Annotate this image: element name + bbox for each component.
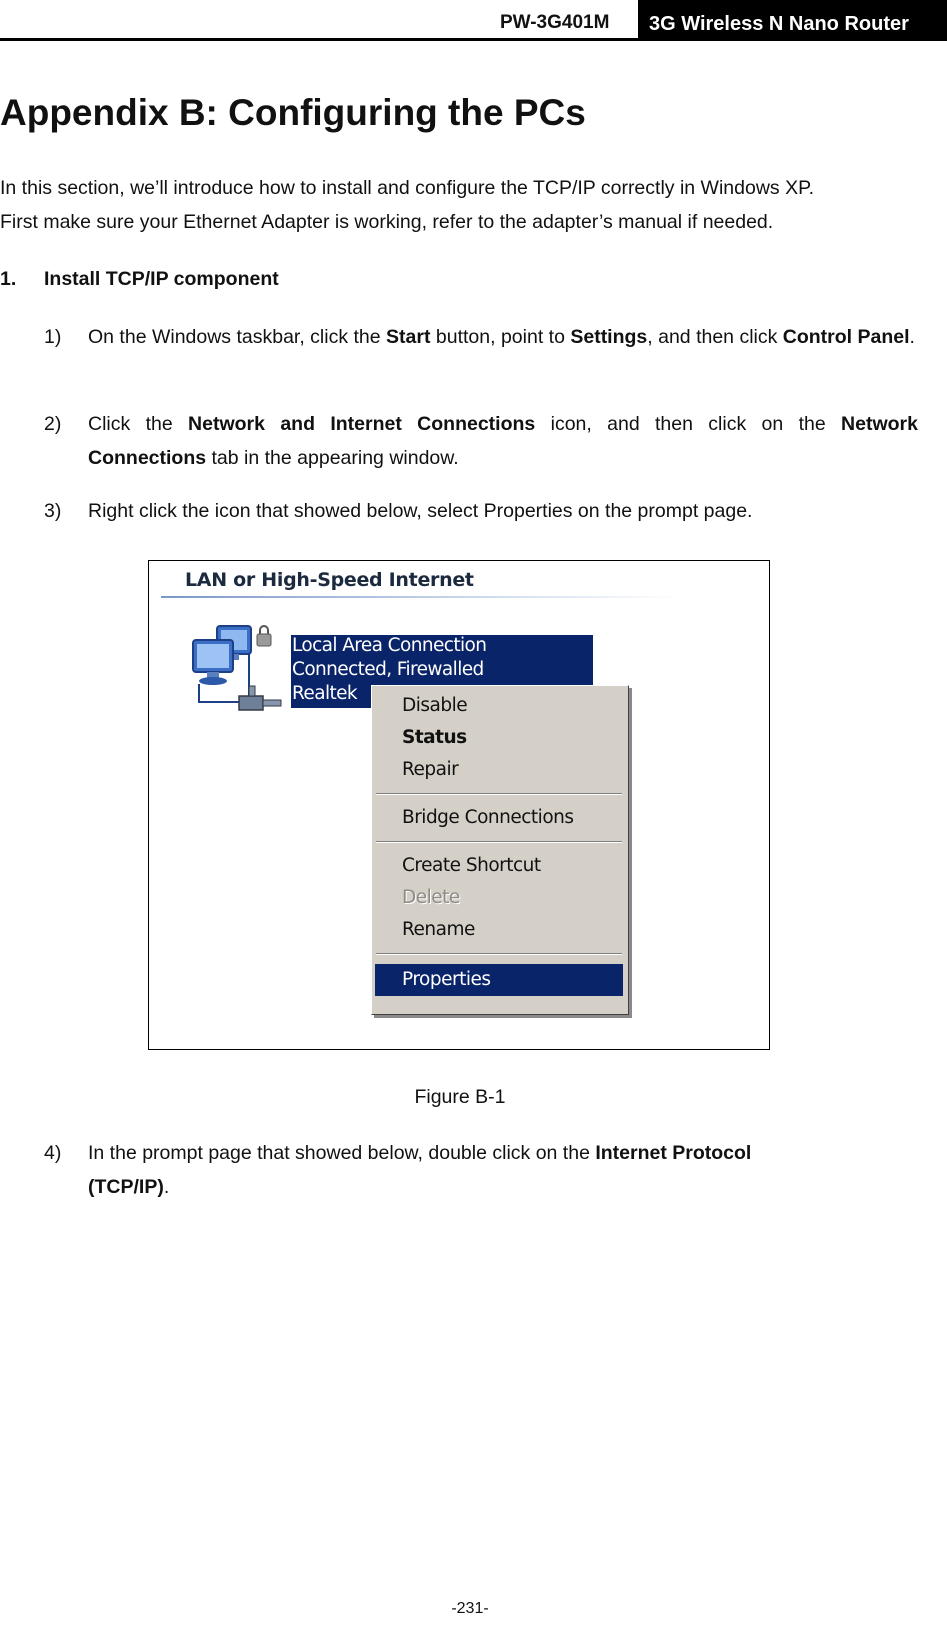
menu-item-disable[interactable]: Disable: [402, 695, 468, 716]
page-header: [0, 0, 947, 42]
section-number: 1.: [0, 268, 17, 290]
menu-separator: [376, 793, 622, 795]
network-connection-icon: [187, 624, 285, 716]
step-2: [44, 407, 918, 475]
intro-line-2: First make sure your Ethernet Adapter is working, refer to the adapter’s manual if needed.: [0, 211, 774, 233]
internet-protocol-term: Internet Protocol (TCP/IP): [88, 1142, 752, 1198]
section-heading: [0, 268, 279, 291]
header-rule: [0, 38, 947, 41]
menu-item-repair[interactable]: Repair: [402, 759, 459, 780]
page-title: Appendix B: Configuring the PCs: [0, 92, 586, 133]
context-menu: [371, 685, 629, 1015]
connection-device: Realtek: [292, 683, 358, 704]
menu-separator: [376, 953, 622, 955]
figure-group-rule: [161, 596, 681, 598]
step-3: [44, 494, 918, 528]
step-text: Click the Network and Internet Connections icon, and then click on the Network Connections tab in the appearing window.: [88, 413, 918, 469]
menu-item-delete: Delete: [402, 887, 460, 908]
figure-caption: Figure B-1: [414, 1086, 506, 1108]
connection-status: Connected, Firewalled: [292, 659, 484, 680]
intro-line-1: In this section, we’ll introduce how to install and configure the TCP/IP correctly in Windows XP.: [0, 177, 814, 199]
page-number: -231-: [451, 1600, 489, 1617]
menu-item-create-shortcut[interactable]: Create Shortcut: [402, 855, 541, 876]
figure-group-title: LAN or High-Speed Internet: [185, 569, 474, 591]
menu-item-bridge-connections[interactable]: Bridge Connections: [402, 807, 574, 828]
step-1: [44, 320, 918, 354]
step-number: 1): [44, 326, 62, 348]
figure-network-connections: [148, 560, 770, 1050]
start-term: Start: [386, 326, 431, 348]
menu-item-status[interactable]: Status: [402, 727, 467, 748]
menu-item-properties[interactable]: Properties: [375, 964, 623, 996]
section-title: Install TCP/IP component: [44, 268, 279, 290]
network-internet-term: Network and Internet Connections: [188, 413, 536, 435]
menu-item-rename[interactable]: Rename: [402, 919, 475, 940]
step-text: On the Windows taskbar, click the Start button, point to Settings, and then click Control Panel.: [88, 326, 915, 348]
step-number: 2): [44, 413, 62, 435]
settings-term: Settings: [570, 326, 648, 348]
control-panel-term: Control Panel: [782, 326, 910, 348]
network-connections-term: Network Connections: [88, 413, 918, 469]
menu-separator: [376, 841, 622, 843]
step-4: [44, 1136, 918, 1204]
step-text: Right click the icon that showed below, select Properties on the prompt page.: [88, 500, 753, 522]
connection-name: Local Area Connection: [292, 635, 487, 656]
step-number: 4): [44, 1142, 62, 1164]
header-model: PW-3G401M: [500, 12, 610, 33]
step-number: 3): [44, 500, 62, 522]
header-product: 3G Wireless N Nano Router: [638, 0, 947, 38]
step-text: In the prompt page that showed below, double click on the Internet Protocol (TCP/IP).: [88, 1142, 752, 1198]
